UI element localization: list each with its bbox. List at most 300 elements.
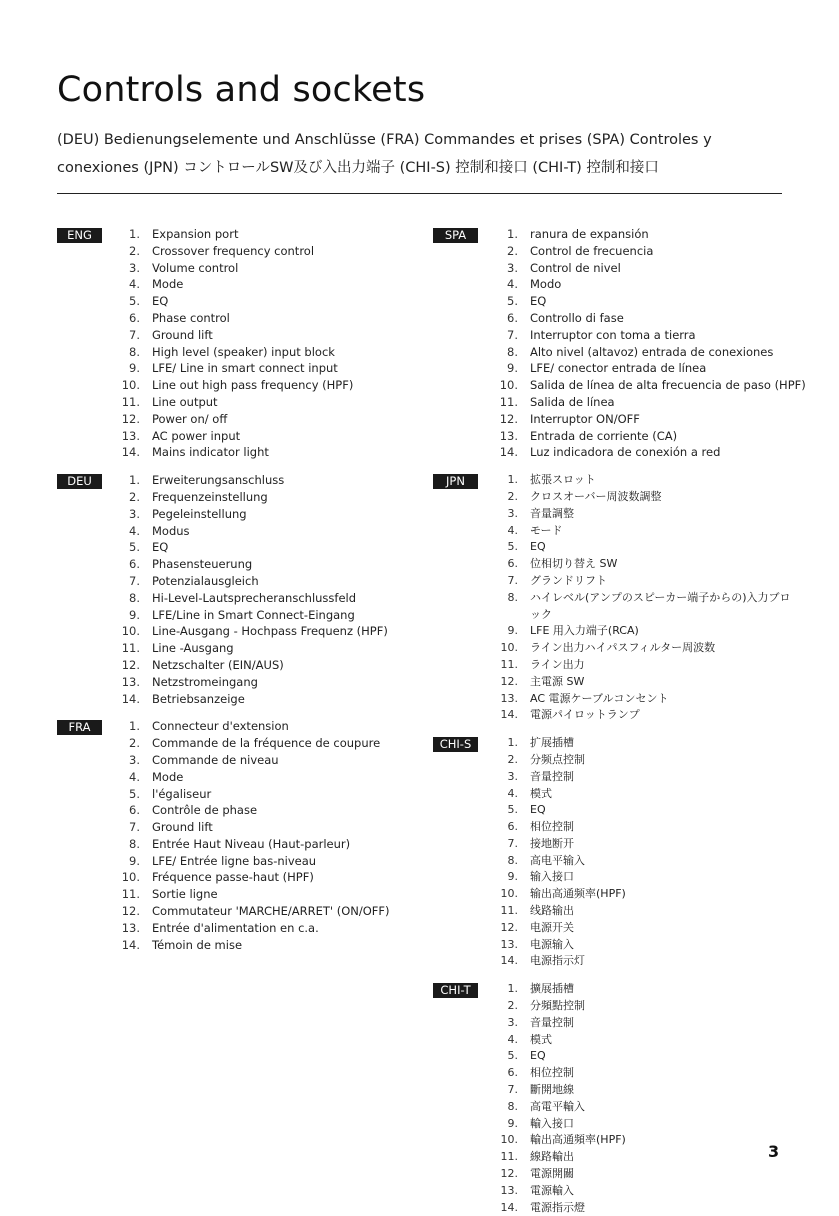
header-divider — [57, 193, 782, 194]
item-number: 8. — [129, 344, 140, 359]
item-label: EQ — [530, 294, 547, 309]
list-item — [492, 998, 793, 1015]
item-number: 10. — [500, 641, 518, 655]
list-item — [492, 1032, 793, 1049]
item-number: 5. — [507, 803, 518, 817]
list-item — [114, 260, 417, 277]
item-number: 11. — [121, 887, 140, 902]
list-item — [114, 735, 417, 752]
item-number: 1. — [507, 982, 518, 996]
list-item — [492, 869, 793, 886]
item-number: 8. — [507, 590, 518, 604]
item-number: 6. — [507, 820, 518, 834]
list-item — [492, 853, 793, 870]
item-number: 12. — [500, 1167, 518, 1181]
item-label: 斷開地線 — [530, 1083, 574, 1097]
item-number: 3. — [129, 506, 140, 521]
list-item — [492, 1048, 793, 1065]
section-eng — [57, 226, 417, 461]
item-label: 輸入接口 — [530, 1116, 574, 1130]
left-column — [57, 226, 417, 953]
item-number: 9. — [507, 1116, 518, 1130]
item-number: 2. — [129, 489, 140, 504]
list-item — [492, 937, 793, 954]
list-item — [114, 853, 417, 870]
item-label: EQ — [152, 294, 169, 309]
item-number: 10. — [500, 1133, 518, 1147]
item-number: 5. — [129, 786, 140, 801]
item-label: 相位控制 — [530, 820, 574, 834]
item-label: AC 電源ケーブルコンセント — [530, 691, 669, 705]
item-label: Netzstromeingang — [152, 674, 258, 689]
item-number: 2. — [507, 752, 518, 766]
item-number: 1. — [129, 719, 140, 734]
item-label: モード — [530, 523, 563, 537]
list-item — [114, 769, 417, 786]
item-number: 7. — [507, 836, 518, 850]
item-number: 11. — [500, 904, 518, 918]
item-label: Témoin de mise — [152, 937, 243, 952]
list-item — [492, 444, 793, 461]
item-label: 拡張スロット — [530, 473, 596, 487]
list-item — [114, 394, 417, 411]
list-item — [114, 590, 417, 607]
list-item — [114, 786, 417, 803]
item-number: 7. — [129, 820, 140, 835]
item-number: 13. — [500, 1183, 518, 1197]
item-label: 高电平输入 — [530, 853, 585, 867]
list-item — [492, 226, 793, 243]
list-item — [492, 506, 793, 523]
item-label: 擴展插槽 — [530, 982, 574, 996]
list-item — [114, 556, 417, 573]
language-badge-spa: SPA — [433, 228, 478, 243]
item-number: 2. — [129, 736, 140, 751]
list-item — [114, 411, 417, 428]
item-label: 輸出高通頻率(HPF) — [530, 1133, 626, 1147]
item-label: EQ — [530, 803, 546, 817]
list-item — [492, 691, 793, 708]
item-number: 10. — [500, 887, 518, 901]
item-label: LFE/ Entrée ligne bas-niveau — [152, 853, 317, 868]
item-number: 3. — [507, 1015, 518, 1029]
item-number: 8. — [507, 344, 518, 359]
item-label: Interruptor con toma a tierra — [530, 327, 696, 342]
item-number: 13. — [121, 674, 140, 689]
item-label: Control de frecuencia — [530, 243, 654, 258]
item-number: 1. — [129, 473, 140, 488]
item-label: 模式 — [530, 1032, 552, 1046]
list-item — [114, 640, 417, 657]
item-label: Expansion port — [152, 227, 239, 241]
list-item — [114, 836, 417, 853]
list-item — [492, 1116, 793, 1133]
list-item — [492, 623, 793, 640]
item-number: 1. — [129, 227, 140, 241]
item-label: 電源指示燈 — [530, 1200, 585, 1214]
list-item — [114, 243, 417, 260]
list-item — [492, 428, 793, 445]
item-label: High level (speaker) input block — [152, 344, 335, 359]
item-number: 2. — [507, 999, 518, 1013]
item-label: クロスオーバー周波数調整 — [530, 489, 662, 503]
item-label: Commande de niveau — [152, 752, 279, 767]
item-number: 5. — [129, 540, 140, 555]
item-number: 10. — [121, 870, 140, 885]
item-label: Sortie ligne — [152, 887, 218, 902]
item-number: 3. — [507, 260, 518, 275]
list-item — [114, 752, 417, 769]
item-number: 3. — [129, 260, 140, 275]
item-label: LFE/ Line in smart connect input — [152, 361, 338, 376]
item-number: 14. — [500, 954, 518, 968]
item-number: 11. — [499, 394, 518, 409]
item-label: Entrada de corriente (CA) — [530, 428, 678, 443]
item-label: Frequenzeinstellung — [152, 489, 268, 504]
language-badge-eng: ENG — [57, 228, 102, 243]
item-label: Controllo di fase — [530, 310, 624, 325]
item-number: 1. — [507, 736, 518, 750]
list-item — [492, 327, 793, 344]
language-badge-chi-t: CHI-T — [433, 983, 478, 998]
item-label: 电源指示灯 — [530, 954, 585, 968]
item-number: 11. — [121, 394, 140, 409]
list-item — [492, 786, 793, 803]
item-label: 位相切り替え SW — [530, 557, 618, 571]
list-item — [492, 903, 793, 920]
item-number: 5. — [507, 294, 518, 309]
list-item — [114, 623, 417, 640]
item-number: 9. — [129, 361, 140, 376]
list-item — [114, 293, 417, 310]
item-list-fra — [114, 718, 417, 953]
section-chi-s — [433, 735, 793, 970]
item-number: 6. — [129, 557, 140, 572]
item-label: Volume control — [152, 260, 239, 275]
section-jpn — [433, 472, 793, 724]
item-number: 12. — [500, 920, 518, 934]
list-item — [492, 802, 793, 819]
item-label: Mode — [152, 769, 184, 784]
item-number: 5. — [507, 1049, 518, 1063]
list-item — [492, 1082, 793, 1099]
item-label: Power on/ off — [152, 411, 228, 426]
list-item — [492, 920, 793, 937]
item-list-spa — [492, 226, 806, 461]
item-number: 8. — [129, 836, 140, 851]
item-number: 8. — [507, 1099, 518, 1113]
item-label: グランドリフト — [530, 573, 607, 587]
list-item — [492, 1183, 793, 1200]
list-item — [114, 523, 417, 540]
item-number: 2. — [507, 489, 518, 503]
item-number: 9. — [507, 870, 518, 884]
item-label: Connecteur d'extension — [152, 719, 289, 734]
item-label: 输出高通频率(HPF) — [530, 887, 626, 901]
item-label: LFE 用入力端子(RCA) — [530, 624, 639, 638]
item-label: Netzschalter (EIN/AUS) — [152, 657, 284, 672]
item-number: 9. — [507, 361, 518, 376]
list-item — [492, 735, 793, 752]
item-label: 電源開關 — [530, 1167, 574, 1181]
item-number: 8. — [129, 590, 140, 605]
list-item — [492, 539, 793, 556]
item-label: AC power input — [152, 428, 241, 443]
item-number: 6. — [507, 310, 518, 325]
item-number: 13. — [499, 428, 518, 443]
item-label: EQ — [530, 1049, 546, 1063]
item-label: Line output — [152, 394, 218, 409]
page-subtitle: (DEU) Bedienungselemente und Anschlüsse (FRA) Commandes et prises (SPA) Controles y conexiones (JPN) コントロールSW及び入出力端子 (CHI-S) 控制和接口 (CHI-T) 控制和接口 — [57, 132, 712, 176]
item-label: Betriebsanzeige — [152, 691, 245, 706]
item-label: Fréquence passe-haut (HPF) — [152, 870, 314, 885]
list-item — [492, 1065, 793, 1082]
list-item — [492, 1166, 793, 1183]
list-item — [114, 691, 417, 708]
item-number: 6. — [129, 310, 140, 325]
list-item — [114, 444, 417, 461]
item-label: EQ — [152, 540, 169, 555]
item-label: 高電平輸入 — [530, 1099, 585, 1113]
list-item — [492, 1132, 793, 1149]
list-item — [492, 836, 793, 853]
item-number: 12. — [121, 411, 140, 426]
list-item — [492, 657, 793, 674]
item-label: 电源开关 — [530, 920, 574, 934]
language-badge-deu: DEU — [57, 474, 102, 489]
item-number: 3. — [129, 752, 140, 767]
item-label: LFE/Line in Smart Connect-Eingang — [152, 607, 355, 622]
list-item — [114, 903, 417, 920]
list-item — [114, 920, 417, 937]
list-item — [492, 472, 793, 489]
list-item — [114, 937, 417, 954]
item-number: 10. — [121, 624, 140, 639]
list-item — [492, 377, 806, 394]
list-item — [114, 802, 417, 819]
list-item — [114, 276, 417, 293]
list-item — [114, 506, 417, 523]
item-number: 5. — [507, 540, 518, 554]
item-number: 3. — [507, 506, 518, 520]
item-number: 6. — [507, 1066, 518, 1080]
list-item — [114, 360, 417, 377]
item-list-eng — [114, 226, 417, 461]
item-number: 2. — [129, 243, 140, 258]
item-label: Erweiterungsanschluss — [152, 473, 285, 488]
list-item — [492, 344, 793, 361]
list-item — [492, 293, 793, 310]
item-list-chi-s — [492, 735, 793, 970]
item-label: 音量調整 — [530, 506, 574, 520]
item-label: Modus — [152, 523, 190, 538]
item-number: 2. — [507, 243, 518, 258]
item-number: 9. — [129, 853, 140, 868]
item-number: 13. — [121, 920, 140, 935]
list-item — [492, 489, 793, 506]
item-label: Salida de línea — [530, 394, 615, 409]
list-item — [114, 428, 417, 445]
list-item — [492, 674, 793, 691]
list-item — [492, 640, 793, 657]
item-list-jpn — [492, 472, 793, 724]
list-item — [492, 523, 793, 540]
list-item — [114, 886, 417, 903]
item-label: 接地断开 — [530, 836, 574, 850]
item-number: 8. — [507, 853, 518, 867]
right-column — [433, 226, 806, 1216]
item-number: 1. — [507, 227, 518, 241]
list-item — [492, 411, 793, 428]
list-item — [492, 276, 793, 293]
item-label: 线路输出 — [530, 904, 574, 918]
list-item — [492, 752, 793, 769]
language-badge-chi-s: CHI-S — [433, 737, 478, 752]
item-label: Commutateur 'MARCHE/ARRET' (ON/OFF) — [152, 904, 390, 919]
list-item — [114, 539, 417, 556]
item-number: 1. — [507, 473, 518, 487]
list-item — [492, 1015, 793, 1032]
item-number: 7. — [129, 327, 140, 342]
item-number: 4. — [129, 277, 140, 292]
item-list-deu — [114, 472, 417, 707]
section-spa — [433, 226, 806, 461]
page-title: Controls and sockets — [57, 70, 426, 110]
item-label: 線路輸出 — [530, 1150, 574, 1164]
list-item — [492, 260, 793, 277]
item-number: 14. — [500, 708, 518, 722]
item-label: LFE/ conector entrada de línea — [530, 361, 707, 376]
list-item — [114, 226, 417, 243]
item-label: Control de nivel — [530, 260, 621, 275]
item-number: 4. — [129, 769, 140, 784]
list-item — [492, 310, 793, 327]
section-deu — [57, 472, 417, 707]
item-number: 13. — [500, 691, 518, 705]
item-label: Ground lift — [152, 820, 213, 835]
item-label: Ground lift — [152, 327, 213, 342]
list-item — [492, 1149, 793, 1166]
item-number: 12. — [500, 674, 518, 688]
item-label: 電源パイロットランプ — [530, 708, 640, 722]
item-number: 4. — [507, 523, 518, 537]
item-number: 7. — [507, 573, 518, 587]
item-number: 12. — [499, 411, 518, 426]
list-item — [492, 243, 793, 260]
list-item — [492, 981, 793, 998]
list-item — [114, 377, 417, 394]
item-number: 14. — [121, 445, 140, 460]
language-badge-jpn: JPN — [433, 474, 478, 489]
list-item — [114, 718, 417, 735]
item-label: EQ — [530, 540, 546, 554]
item-label: Commande de la fréquence de coupure — [152, 736, 381, 751]
item-label: Crossover frequency control — [152, 243, 315, 258]
item-label: Luz indicadora de conexión a red — [530, 445, 721, 460]
item-label: ranura de expansión — [530, 227, 649, 241]
item-number: 10. — [121, 378, 140, 393]
item-number: 12. — [121, 904, 140, 919]
item-label: Modo — [530, 277, 562, 292]
item-number: 6. — [507, 557, 518, 571]
item-label: Hi-Level-Lautsprecheranschlussfeld — [152, 590, 357, 605]
item-number: 7. — [507, 327, 518, 342]
list-item — [114, 607, 417, 624]
section-chi-t — [433, 981, 793, 1216]
list-item — [492, 360, 793, 377]
item-label: 主電源 SW — [530, 674, 585, 688]
page-number: 3 — [768, 1142, 780, 1161]
item-label: 输入接口 — [530, 870, 574, 884]
item-number: 12. — [121, 657, 140, 672]
item-label: Mode — [152, 277, 184, 292]
item-number: 7. — [129, 573, 140, 588]
list-item — [114, 344, 417, 361]
item-number: 13. — [500, 937, 518, 951]
list-item — [492, 769, 793, 786]
item-number: 10. — [499, 378, 518, 393]
item-number: 14. — [121, 937, 140, 952]
item-label: Line -Ausgang — [152, 641, 234, 656]
item-label: Entrée d'alimentation en c.a. — [152, 920, 319, 935]
item-label: Line-Ausgang - Hochpass Frequenz (HPF) — [152, 624, 388, 639]
item-number: 9. — [507, 624, 518, 638]
item-number: 14. — [500, 1200, 518, 1214]
item-number: 3. — [507, 769, 518, 783]
item-label: Pegeleinstellung — [152, 506, 247, 521]
item-number: 4. — [507, 786, 518, 800]
list-item — [492, 707, 793, 724]
item-label: Phase control — [152, 310, 230, 325]
item-label: Alto nivel (altavoz) entrada de conexiones — [530, 344, 774, 359]
item-number: 11. — [500, 1150, 518, 1164]
list-item — [492, 573, 793, 590]
item-label: Phasensteuerung — [152, 557, 253, 572]
item-label: 相位控制 — [530, 1066, 574, 1080]
list-item — [114, 472, 417, 489]
list-item — [114, 489, 417, 506]
item-label: Contrôle de phase — [152, 803, 258, 818]
item-number: 4. — [507, 277, 518, 292]
item-label: 电源输入 — [530, 937, 574, 951]
language-badge-fra: FRA — [57, 720, 102, 735]
item-list-chi-t — [492, 981, 793, 1216]
item-label: 音量控制 — [530, 769, 574, 783]
item-number: 4. — [129, 523, 140, 538]
item-number: 4. — [507, 1032, 518, 1046]
list-item — [492, 556, 793, 573]
item-number: 13. — [121, 428, 140, 443]
list-item — [114, 573, 417, 590]
item-label: 扩展插槽 — [530, 736, 574, 750]
list-item — [492, 394, 793, 411]
item-number: 7. — [507, 1083, 518, 1097]
list-item — [492, 953, 793, 970]
item-number: 5. — [129, 294, 140, 309]
item-label: 分频点控制 — [530, 752, 585, 766]
list-item — [114, 310, 417, 327]
list-item — [114, 869, 417, 886]
item-label: Line out high pass frequency (HPF) — [152, 378, 354, 393]
item-number: 11. — [500, 657, 518, 671]
item-label: Interruptor ON/OFF — [530, 411, 640, 426]
item-label: Entrée Haut Niveau (Haut-parleur) — [152, 836, 351, 851]
list-item — [114, 674, 417, 691]
item-label: 音量控制 — [530, 1015, 574, 1029]
list-item — [492, 1200, 793, 1216]
item-label: 分頻點控制 — [530, 999, 585, 1013]
item-number: 14. — [121, 691, 140, 706]
